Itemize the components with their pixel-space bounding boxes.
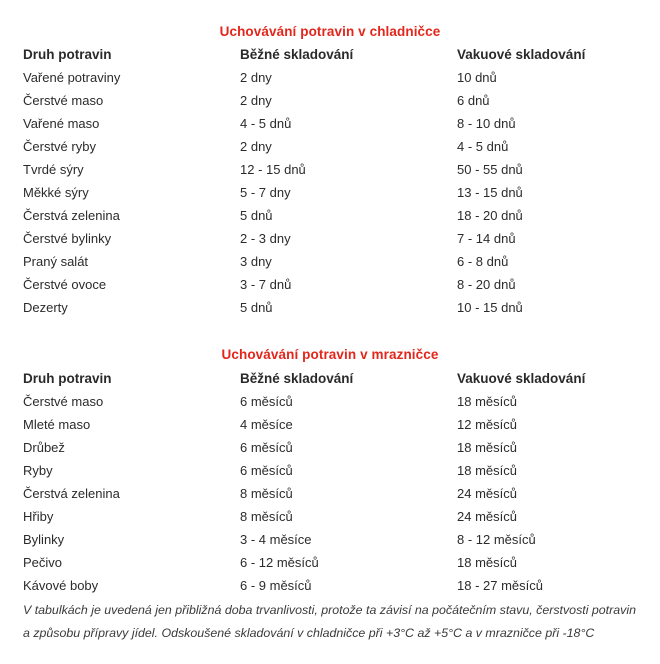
regular-storage-cell: 6 - 9 měsíců <box>240 578 312 593</box>
freezer-table <box>0 367 660 597</box>
food-type-cell: Čerstvé maso <box>23 93 104 108</box>
table-row <box>0 505 660 528</box>
food-type-cell: Pečivo <box>23 555 63 570</box>
vacuum-storage-cell: 18 měsíců <box>457 463 517 478</box>
regular-storage-cell: 3 dny <box>240 254 272 269</box>
vacuum-storage-cell: 13 - 15 dnů <box>457 185 523 200</box>
vacuum-storage-cell: 8 - 10 dnů <box>457 116 516 131</box>
food-type-cell: Vařené potraviny <box>23 70 121 85</box>
food-type-cell: Drůbež <box>23 440 65 455</box>
table-row <box>0 574 660 597</box>
table-row <box>0 413 660 436</box>
regular-storage-cell: 8 měsíců <box>240 486 293 501</box>
food-type-cell: Mleté maso <box>23 417 91 432</box>
regular-storage-cell: 4 měsíce <box>240 417 293 432</box>
food-type-cell: Čerstvá zelenina <box>23 486 120 501</box>
regular-storage-cell: 6 měsíců <box>240 463 293 478</box>
food-type-cell: Čerstvé ryby <box>23 139 96 154</box>
vacuum-storage-cell: 10 dnů <box>457 70 497 85</box>
vacuum-storage-cell: 18 měsíců <box>457 394 517 409</box>
column-header: Druh potravin <box>23 371 112 386</box>
table-row <box>0 204 660 227</box>
table-row <box>0 158 660 181</box>
vacuum-storage-cell: 50 - 55 dnů <box>457 162 523 177</box>
regular-storage-cell: 6 měsíců <box>240 440 293 455</box>
table-row <box>0 273 660 296</box>
table-row <box>0 482 660 505</box>
food-type-cell: Dezerty <box>23 300 68 315</box>
regular-storage-cell: 5 - 7 dny <box>240 185 291 200</box>
table-row <box>0 112 660 135</box>
food-type-cell: Bylinky <box>23 532 65 547</box>
food-type-cell: Měkké sýry <box>23 185 89 200</box>
table-row <box>0 436 660 459</box>
regular-storage-cell: 12 - 15 dnů <box>240 162 306 177</box>
regular-storage-cell: 8 měsíců <box>240 509 293 524</box>
table-row <box>0 390 660 413</box>
regular-storage-cell: 3 - 4 měsíce <box>240 532 312 547</box>
vacuum-storage-cell: 7 - 14 dnů <box>457 231 516 246</box>
table-row <box>0 296 660 319</box>
regular-storage-cell: 5 dnů <box>240 300 273 315</box>
column-header: Běžné skladování <box>240 371 354 386</box>
table-row <box>0 66 660 89</box>
food-type-cell: Tvrdé sýry <box>23 162 84 177</box>
food-type-cell: Ryby <box>23 463 53 478</box>
column-header: Vakuové skladování <box>457 371 586 386</box>
food-type-cell: Kávové boby <box>23 578 99 593</box>
regular-storage-cell: 6 - 12 měsíců <box>240 555 319 570</box>
vacuum-storage-cell: 8 - 12 měsíců <box>457 532 536 547</box>
vacuum-storage-cell: 6 - 8 dnů <box>457 254 509 269</box>
food-type-cell: Čerstvé ovoce <box>23 277 107 292</box>
table-row <box>0 551 660 574</box>
regular-storage-cell: 5 dnů <box>240 208 273 223</box>
food-type-cell: Čerstvá zelenina <box>23 208 120 223</box>
table-header-row <box>0 43 660 66</box>
table-header-row <box>0 367 660 390</box>
regular-storage-cell: 3 - 7 dnů <box>240 277 292 292</box>
regular-storage-cell: 2 dny <box>240 93 272 108</box>
column-header: Běžné skladování <box>240 47 354 62</box>
vacuum-storage-cell: 18 měsíců <box>457 555 517 570</box>
regular-storage-cell: 2 dny <box>240 70 272 85</box>
regular-storage-cell: 2 - 3 dny <box>240 231 291 246</box>
vacuum-storage-cell: 24 měsíců <box>457 509 517 524</box>
vacuum-storage-cell: 24 měsíců <box>457 486 517 501</box>
food-type-cell: Praný salát <box>23 254 89 269</box>
vacuum-storage-cell: 10 - 15 dnů <box>457 300 523 315</box>
vacuum-storage-cell: 6 dnů <box>457 93 490 108</box>
vacuum-storage-cell: 18 - 20 dnů <box>457 208 523 223</box>
food-type-cell: Vařené maso <box>23 116 100 131</box>
table-row <box>0 528 660 551</box>
vacuum-storage-cell: 4 - 5 dnů <box>457 139 509 154</box>
column-header: Vakuové skladování <box>457 47 586 62</box>
table-row <box>0 89 660 112</box>
fridge-table <box>0 43 660 319</box>
table-row <box>0 227 660 250</box>
vacuum-storage-cell: 12 měsíců <box>457 417 517 432</box>
freezer-title: Uchovávání potravin v mrazničce <box>221 347 439 362</box>
food-type-cell: Hřiby <box>23 509 54 524</box>
table-row <box>0 250 660 273</box>
vacuum-storage-cell: 18 měsíců <box>457 440 517 455</box>
fridge-title: Uchovávání potravin v chladničce <box>219 24 441 39</box>
regular-storage-cell: 2 dny <box>240 139 272 154</box>
footnote: V tabulkách je uvedená jen přibližná doba trvanlivosti, protože ta závisí na počátečním stavu, čerstvosti potravin a způsobu přípravy jídel. Odskoušené skladování v chladničce při +3°C až +5°C a v mrazničce při -18°C <box>23 603 636 640</box>
table-row <box>0 459 660 482</box>
regular-storage-cell: 6 měsíců <box>240 394 293 409</box>
table-row <box>0 135 660 158</box>
column-header: Druh potravin <box>23 47 112 62</box>
vacuum-storage-cell: 8 - 20 dnů <box>457 277 516 292</box>
regular-storage-cell: 4 - 5 dnů <box>240 116 292 131</box>
food-type-cell: Čerstvé bylinky <box>23 231 112 246</box>
vacuum-storage-cell: 18 - 27 měsíců <box>457 578 543 593</box>
food-type-cell: Čerstvé maso <box>23 394 104 409</box>
table-row <box>0 181 660 204</box>
